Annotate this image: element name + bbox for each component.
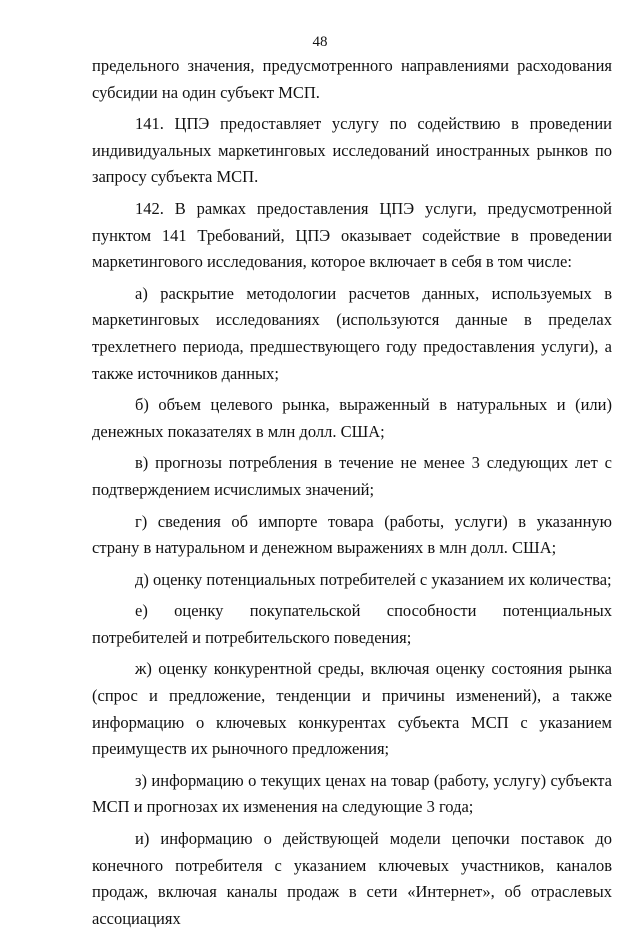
list-item-g: г) сведения об импорте товара (работы, услуги) в указанную страну в натуральном и денежном выражениях в млн долл. США; [92,511,612,558]
list-item-a: а) раскрытие методологии расчетов данных, используемых в маркетинговых исследованиях (используются данные в пределах трехлетнего периода, предшествующего году предоставления услуги), а также источников данных; [92,283,612,383]
list-item-v: в) прогнозы потребления в течение не менее 3 следующих лет с подтверждением исчислимых значений; [92,453,612,499]
document-body [92,53,612,932]
list-item-d: д) оценку потенциальных потребителей с указанием их количества; [135,569,612,589]
paragraph-continuation: предельного значения, предусмотренного направлениями расходования субсидии на один субъект МСП. [92,56,612,102]
list-item-z: з) информацию о текущих ценах на товар (работу, услугу) субъекта МСП и прогнозах их изменения на следующие 3 года; [92,770,612,817]
list-item-i: и) информацию о действующей модели цепочки поставок до конечного потребителя с указанием ключевых участников, каналов продаж, включая каналы продаж в сети «Интернет», об отраслевых ассоциациях [92,829,612,928]
paragraph-141: 141. ЦПЭ предоставляет услугу по содействию в проведении индивидуальных маркетинговых исследований иностранных рынков по запросу субъекта МСП. [92,114,612,187]
list-item-e: е) оценку покупательской способности потенциальных потребителей и потребительского поведения; [92,601,612,647]
paragraph-142: 142. В рамках предоставления ЦПЭ услуги, предусмотренной пунктом 141 Требований, ЦПЭ оказывает содействие в проведении маркетингового исследования, которое включает в себя в том числе: [92,198,612,272]
list-item-b: б) объем целевого рынка, выраженный в натуральных и (или) денежных показателях в млн долл. США; [92,395,612,441]
page-number: 48 [312,34,328,50]
list-item-zh: ж) оценку конкурентной среды, включая оценку состояния рынка (спрос и предложение, тенденции и причины изменений), а также информацию о ключевых конкурентах субъекта МСП с указанием преимуществ их рыночного предложения; [92,659,612,759]
